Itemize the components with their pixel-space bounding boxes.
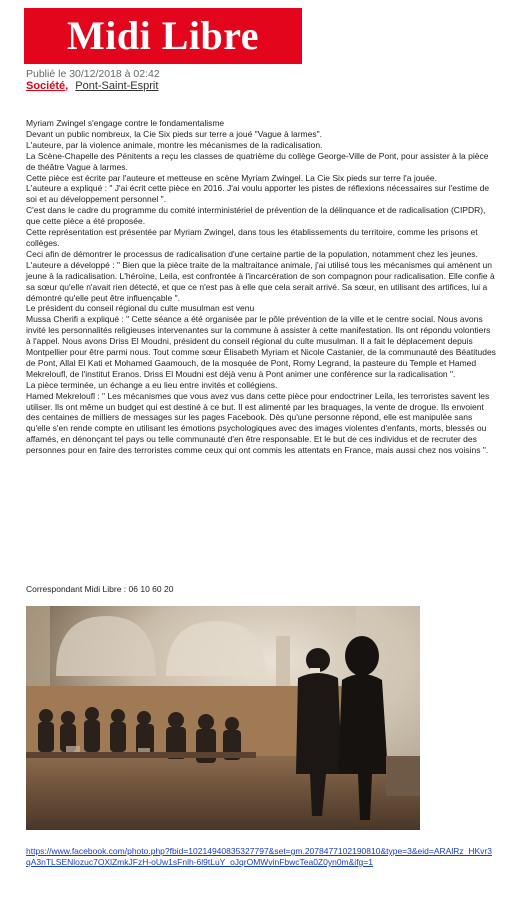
article-photo bbox=[26, 606, 420, 830]
article-paragraph: La Scène-Chapelle des Pénitents a reçu les classes de quatrième du collège George-Ville de Pont, pour assister à la pièce de théâtre Vague à larmes. bbox=[26, 150, 489, 172]
correspondent-contact: Correspondant Midi Libre : 06 10 60 20 bbox=[26, 584, 174, 594]
article-paragraph: Mussa Cherifi a expliqué : " Cette séance a été organisée par le pôle prévention de la ville et le centre social. Nous avons invité les personnalités religieuses intervenantes sur la commune à assister à cette manifestation. Ils ont répondu volontiers à l'appel. Nous avons Driss El Moudni, président du conseil régional du culte musulman. Il a fait le déplacement depuis Montpellier pour être parmi nous. Tout comme sœur Élisabeth Myriam et Nicole Castanier, de la communauté des Béatitudes de Pont, Allal El Kati et Mohamed Gaamouch, de la mosquée de Pont, Romy Legrand, la pasteure du Temple et Hamed Mekreloufl, de l'institut Eranos. Driss El Moudni est déjà venu à Pont animer une conférence sur la radicalisation ". bbox=[26, 314, 496, 379]
midi-libre-logo[interactable]: Midi Libre bbox=[24, 8, 302, 64]
article-paragraph: L'auteure a expliqué : " J'ai écrit cette pièce en 2016. J'ai voulu apporter les pistes de réflexions nécessaires sur l'estime de soi et au développement personnel ". bbox=[26, 183, 490, 205]
category-breadcrumb bbox=[26, 80, 158, 92]
article-paragraph: Devant un public nombreux, la Cie Six pieds sur terre a joué "Vague à larmes". bbox=[26, 128, 322, 139]
place-link[interactable]: Pont-Saint-Esprit bbox=[75, 80, 159, 92]
article-paragraph: Ceci afin de démontrer le processus de radicalisation d'une certaine partie de la population, notamment chez les jeunes. bbox=[26, 248, 478, 259]
article-body bbox=[26, 118, 496, 456]
article-paragraph: L'auteure, par la violence animale, montre les mécanismes de la radicalisation. bbox=[26, 139, 323, 150]
article-paragraph: La pièce terminée, un échange a eu lieu entre invités et collégiens. bbox=[26, 379, 278, 390]
published-date: Publié le 30/12/2018 à 02:42 bbox=[26, 68, 160, 80]
photo-icon bbox=[26, 606, 420, 830]
rubric-link[interactable]: Société bbox=[26, 80, 66, 92]
article-paragraph: Cette représentation est présentée par Myriam Zwingel, dans tous les établissements du territoire, comme les prisons et collèges. bbox=[26, 227, 478, 248]
article-paragraph: C'est dans le cadre du programme du comité interministériel de prévention de la délinquance et de radicalisation (CIPDR), que cette pièce a été proposée. bbox=[26, 205, 486, 227]
facebook-source-link[interactable]: https://www.facebook.com/photo.php?fbid=10214940835327797&set=gm.2078477102190810&type=3&eid=ARAlRz_HKvr3qA3nTLSENlozuc7OXlZmkJFzH-oUw1sFnlh-6l9tLuY_oJqrOMWvinFbwcTea0Z0yn0m&ifg=1 bbox=[26, 846, 492, 867]
article-paragraph: L'auteure a développé : " Bien que la pièce traite de la maltraitance animale, j'ai utilisé tous les mécanismes qui amènent un jeune à la radicalisation. L'héroïne, Leila, est confrontée à l'incarcération de son compagnon pour radicalisation. Elle confie à sa sœur qu'elle n'avait rien détecté, et que ce n'est pas à elle que cela serait arrivé. Sa sœur, en utilisant des artifices, lui a démontré qu'elle peut être influençable ". bbox=[26, 259, 495, 303]
article-paragraph: Hamed Mekreloufl : " Les mécanismes que vous avez vus dans cette pièce pour endoctriner Leila, les terroristes savent les utiliser. Ils ont même un budget qui est destiné à ce but. Il est alimenté par les braquages, la vente de drogue. Ils envoient des centaines de milliers de messages sur les pages Facebook. Dès qu'une personne répond, elle est manipulée sans qu'elle s'en rende compte en utilisant les émotions psychologiques avec des images violentes d'enfants, morts, blessés ou affamés, en dénonçant tel pays ou telle communauté d'en être responsable. Et le but de ces individus et de recruter des personnes pour en faire des terroristes comme ceux qui ont commis les attentats en France, mais aussi chez nos voisins ". bbox=[26, 390, 490, 456]
article-subheading: Le président du conseil régional du culte musulman est venu bbox=[26, 303, 255, 314]
breadcrumb-separator: , bbox=[65, 80, 69, 92]
article-paragraph: Myriam Zwingel s'engage contre le fondamentalisme bbox=[26, 118, 225, 128]
article-paragraph: Cette pièce est écrite par l'auteure et metteuse en scène Myriam Zwingel. La Cie Six pieds sur terre l'a jouée. bbox=[26, 172, 437, 183]
